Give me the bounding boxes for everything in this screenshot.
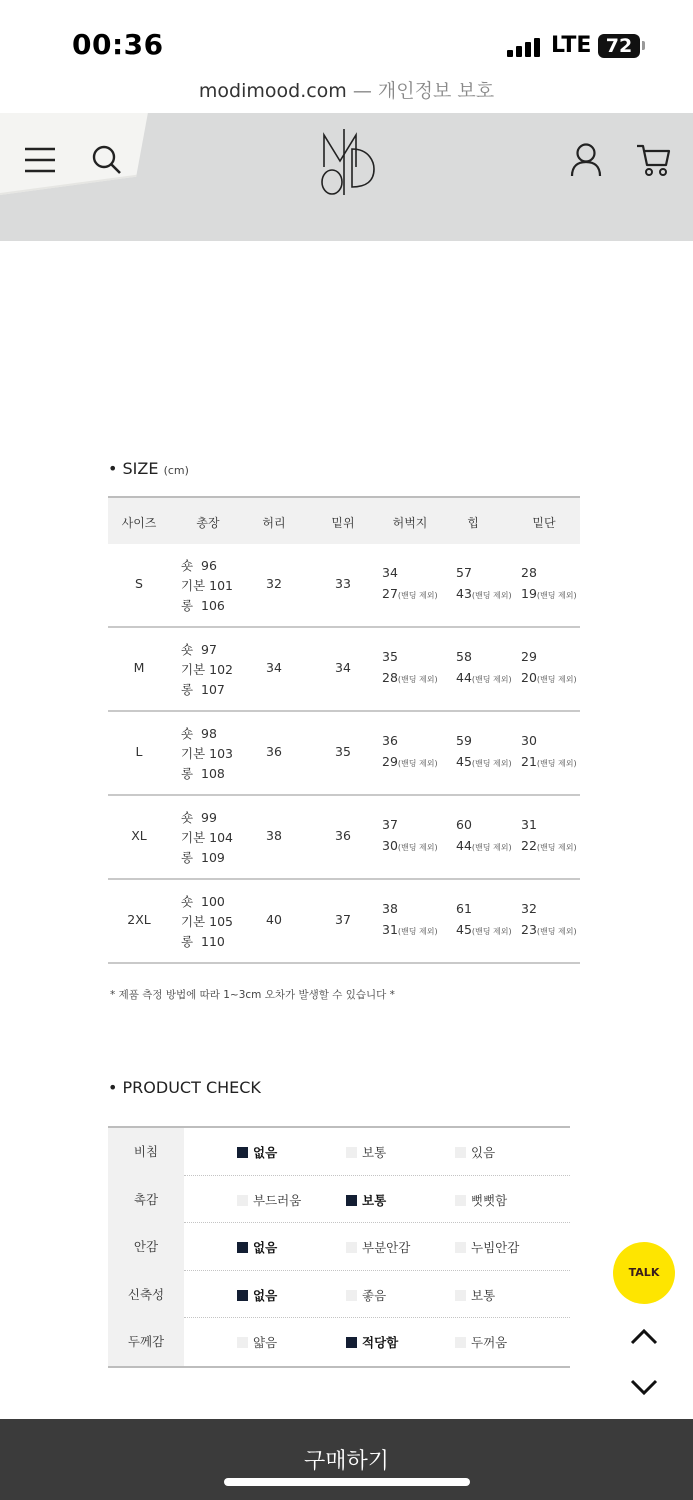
length-line: 숏 97	[181, 642, 217, 657]
check-option	[455, 1333, 507, 1351]
thigh-value: 35	[382, 649, 398, 664]
hip-band-number: 45	[456, 922, 472, 937]
hip-band-value	[456, 838, 512, 853]
check-option	[455, 1286, 495, 1304]
check-option	[455, 1143, 495, 1161]
check-option-label: 보통	[362, 1192, 387, 1208]
checked-box-icon	[346, 1195, 357, 1206]
hip-band-number: 43	[456, 586, 472, 601]
check-row-label: 안감	[108, 1223, 184, 1271]
check-option	[237, 1143, 277, 1161]
battery-icon: 72	[598, 34, 640, 58]
band-note: (밴딩 제외)	[536, 927, 577, 936]
size-footnote: * 제품 측정 방법에 따라 1~3cm 오차가 발생할 수 있습니다 *	[110, 989, 395, 1001]
length-line: 숏 99	[181, 810, 217, 825]
check-option	[346, 1286, 386, 1304]
check-option-label: 얇음	[253, 1335, 278, 1350]
col-size: 사이즈	[121, 516, 157, 530]
check-option-label: 적당함	[362, 1335, 399, 1350]
checked-box-icon	[346, 1337, 357, 1348]
status-time: 00:36	[72, 28, 164, 61]
check-row	[108, 1223, 570, 1271]
thigh-value: 38	[382, 901, 398, 916]
check-option	[346, 1143, 386, 1161]
check-option-label: 보통	[362, 1145, 387, 1160]
band-note: (밴딩 제외)	[397, 927, 438, 936]
hem-band-number: 23	[521, 922, 537, 937]
length-line: 롱 110	[181, 934, 225, 949]
user-icon[interactable]	[570, 143, 602, 177]
size-row	[108, 796, 580, 880]
check-option	[346, 1238, 410, 1256]
hem-band-number: 21	[521, 754, 537, 769]
thigh-band-number: 31	[382, 922, 398, 937]
unchecked-box-icon	[346, 1147, 357, 1158]
hem-band-number: 20	[521, 670, 537, 685]
unchecked-box-icon	[455, 1337, 466, 1348]
hem-band-value	[521, 838, 577, 853]
rise-value: 37	[335, 912, 351, 927]
thigh-value: 34	[382, 565, 398, 580]
hip-band-value	[456, 754, 512, 769]
rise-value: 34	[335, 660, 351, 675]
hip-band-value	[456, 670, 512, 685]
band-note: (밴딩 제외)	[397, 591, 438, 600]
buy-bar[interactable]	[0, 1419, 693, 1500]
hem-value: 29	[521, 649, 537, 664]
thigh-band-number: 30	[382, 838, 398, 853]
home-indicator	[224, 1478, 470, 1486]
unchecked-box-icon	[346, 1290, 357, 1301]
unchecked-box-icon	[455, 1147, 466, 1158]
waist-value: 36	[266, 744, 282, 759]
unchecked-box-icon	[346, 1242, 357, 1253]
thigh-value: 37	[382, 817, 398, 832]
col-hip: 힙	[467, 516, 479, 530]
hem-band-value	[521, 922, 577, 937]
check-option-label: 없음	[253, 1145, 278, 1160]
scroll-up-icon[interactable]	[629, 1326, 659, 1350]
checked-box-icon	[237, 1147, 248, 1158]
thigh-band-number: 29	[382, 754, 398, 769]
check-option	[237, 1286, 277, 1304]
rise-value: 33	[335, 576, 351, 591]
thigh-band-value	[382, 922, 438, 937]
length-line: 기본 105	[181, 914, 233, 929]
length-line: 숏 96	[181, 558, 217, 573]
hip-band-number: 44	[456, 670, 472, 685]
hem-value: 31	[521, 817, 537, 832]
battery-tip	[642, 41, 645, 50]
hem-band-value	[521, 754, 577, 769]
menu-icon[interactable]	[24, 147, 56, 173]
hip-value: 61	[456, 901, 472, 916]
check-row	[108, 1128, 570, 1176]
size-label: XL	[131, 828, 147, 843]
check-row	[108, 1271, 570, 1319]
size-unit: (cm)	[163, 464, 189, 477]
unchecked-box-icon	[455, 1290, 466, 1301]
check-option-label: 두꺼움	[471, 1335, 508, 1350]
length-line: 롱 109	[181, 850, 225, 865]
scroll-down-icon[interactable]	[629, 1378, 659, 1402]
check-option-label: 누빔안감	[471, 1240, 520, 1255]
check-option	[237, 1238, 277, 1256]
status-bar	[0, 0, 693, 76]
unchecked-box-icon	[237, 1195, 248, 1206]
checked-box-icon	[237, 1242, 248, 1253]
search-icon[interactable]	[92, 145, 122, 175]
size-section-title	[108, 459, 189, 478]
unchecked-box-icon	[455, 1195, 466, 1206]
hip-band-number: 44	[456, 838, 472, 853]
check-row-label: 두께감	[108, 1318, 184, 1366]
size-label: L	[135, 744, 143, 759]
hem-band-number: 22	[521, 838, 537, 853]
check-row	[108, 1318, 570, 1366]
check-option	[455, 1238, 519, 1256]
hem-band-value	[521, 586, 577, 601]
check-option-label: 있음	[471, 1145, 496, 1160]
check-row	[108, 1176, 570, 1224]
thigh-band-number: 28	[382, 670, 398, 685]
band-note: (밴딩 제외)	[397, 759, 438, 768]
check-option-label: 없음	[253, 1240, 278, 1255]
col-waist: 허리	[262, 516, 286, 530]
hem-value: 32	[521, 901, 537, 916]
col-rise: 밑위	[331, 516, 355, 530]
hip-band-number: 45	[456, 754, 472, 769]
check-option	[346, 1191, 386, 1209]
waist-value: 38	[266, 828, 282, 843]
rise-value: 36	[335, 828, 351, 843]
check-option	[455, 1191, 507, 1209]
check-option-label: 없음	[253, 1287, 278, 1303]
check-row-label: 촉감	[108, 1176, 184, 1224]
brand-logo[interactable]	[318, 127, 376, 197]
network-type: LTE	[551, 33, 592, 58]
band-note: (밴딩 제외)	[471, 591, 512, 600]
length-line: 기본 102	[181, 662, 233, 677]
url-domain: modimood.com	[198, 80, 347, 102]
hem-value: 30	[521, 733, 537, 748]
hip-band-value	[456, 922, 512, 937]
check-option-label: 부분안감	[362, 1240, 411, 1255]
signal-icon	[507, 37, 543, 57]
length-line: 기본 104	[181, 830, 233, 845]
size-table-header	[108, 498, 580, 544]
band-note: (밴딩 제외)	[536, 759, 577, 768]
waist-value: 40	[266, 912, 282, 927]
length-line: 롱 108	[181, 766, 225, 781]
size-title-text: • SIZE	[108, 459, 159, 478]
hip-band-value	[456, 586, 512, 601]
thigh-band-number: 27	[382, 586, 398, 601]
col-length: 총장	[196, 516, 220, 530]
band-note: (밴딩 제외)	[471, 675, 512, 684]
hem-value: 28	[521, 565, 537, 580]
size-row	[108, 880, 580, 964]
check-option-label: 좋음	[362, 1287, 387, 1303]
hem-band-number: 19	[521, 586, 537, 601]
hip-value: 60	[456, 817, 472, 832]
hip-value: 57	[456, 565, 472, 580]
col-hem: 밑단	[532, 516, 556, 530]
check-option-label: 부드러움	[253, 1192, 302, 1208]
waist-value: 34	[266, 660, 282, 675]
unchecked-box-icon	[237, 1337, 248, 1348]
size-label: M	[133, 660, 145, 675]
buy-button-label: 구매하기	[303, 1449, 389, 1474]
check-option	[237, 1191, 301, 1209]
waist-value: 32	[266, 576, 282, 591]
band-note: (밴딩 제외)	[471, 759, 512, 768]
band-note: (밴딩 제외)	[397, 843, 438, 852]
kakao-talk-button[interactable]: TALK	[613, 1242, 675, 1304]
check-row-label: 비침	[108, 1128, 184, 1176]
size-table	[108, 496, 580, 964]
cart-icon[interactable]	[636, 143, 672, 177]
hem-band-value	[521, 670, 577, 685]
band-note: (밴딩 제외)	[471, 927, 512, 936]
length-line: 기본 103	[181, 746, 233, 761]
length-line: 롱 106	[181, 598, 225, 613]
band-note: (밴딩 제외)	[536, 591, 577, 600]
band-note: (밴딩 제외)	[397, 675, 438, 684]
thigh-band-value	[382, 754, 438, 769]
band-note: (밴딩 제외)	[536, 843, 577, 852]
band-note: (밴딩 제외)	[471, 843, 512, 852]
size-row	[108, 628, 580, 712]
checked-box-icon	[237, 1290, 248, 1301]
check-row-label: 신축성	[108, 1271, 184, 1319]
check-option-label: 뻣뻣함	[471, 1192, 508, 1208]
length-line: 롱 107	[181, 682, 225, 697]
rise-value: 35	[335, 744, 351, 759]
url-privacy-label: — 개인정보 보호	[352, 80, 495, 102]
size-label: 2XL	[127, 912, 151, 927]
thigh-band-value	[382, 670, 438, 685]
check-option	[237, 1333, 277, 1351]
thigh-band-value	[382, 838, 438, 853]
size-row	[108, 544, 580, 628]
col-thigh: 허벅지	[392, 516, 428, 530]
product-check-table	[108, 1126, 570, 1368]
url-bar[interactable]	[0, 76, 693, 103]
thigh-value: 36	[382, 733, 398, 748]
check-option-label: 보통	[471, 1287, 496, 1303]
unchecked-box-icon	[455, 1242, 466, 1253]
check-option	[346, 1333, 398, 1351]
thigh-band-value	[382, 586, 438, 601]
site-header	[0, 113, 693, 241]
length-line: 기본 101	[181, 578, 233, 593]
length-line: 숏 98	[181, 726, 217, 741]
band-note: (밴딩 제외)	[536, 675, 577, 684]
length-line: 숏 100	[181, 894, 225, 909]
size-label: S	[135, 576, 143, 591]
hip-value: 58	[456, 649, 472, 664]
product-check-title: • PRODUCT CHECK	[108, 1078, 261, 1097]
size-row	[108, 712, 580, 796]
hip-value: 59	[456, 733, 472, 748]
